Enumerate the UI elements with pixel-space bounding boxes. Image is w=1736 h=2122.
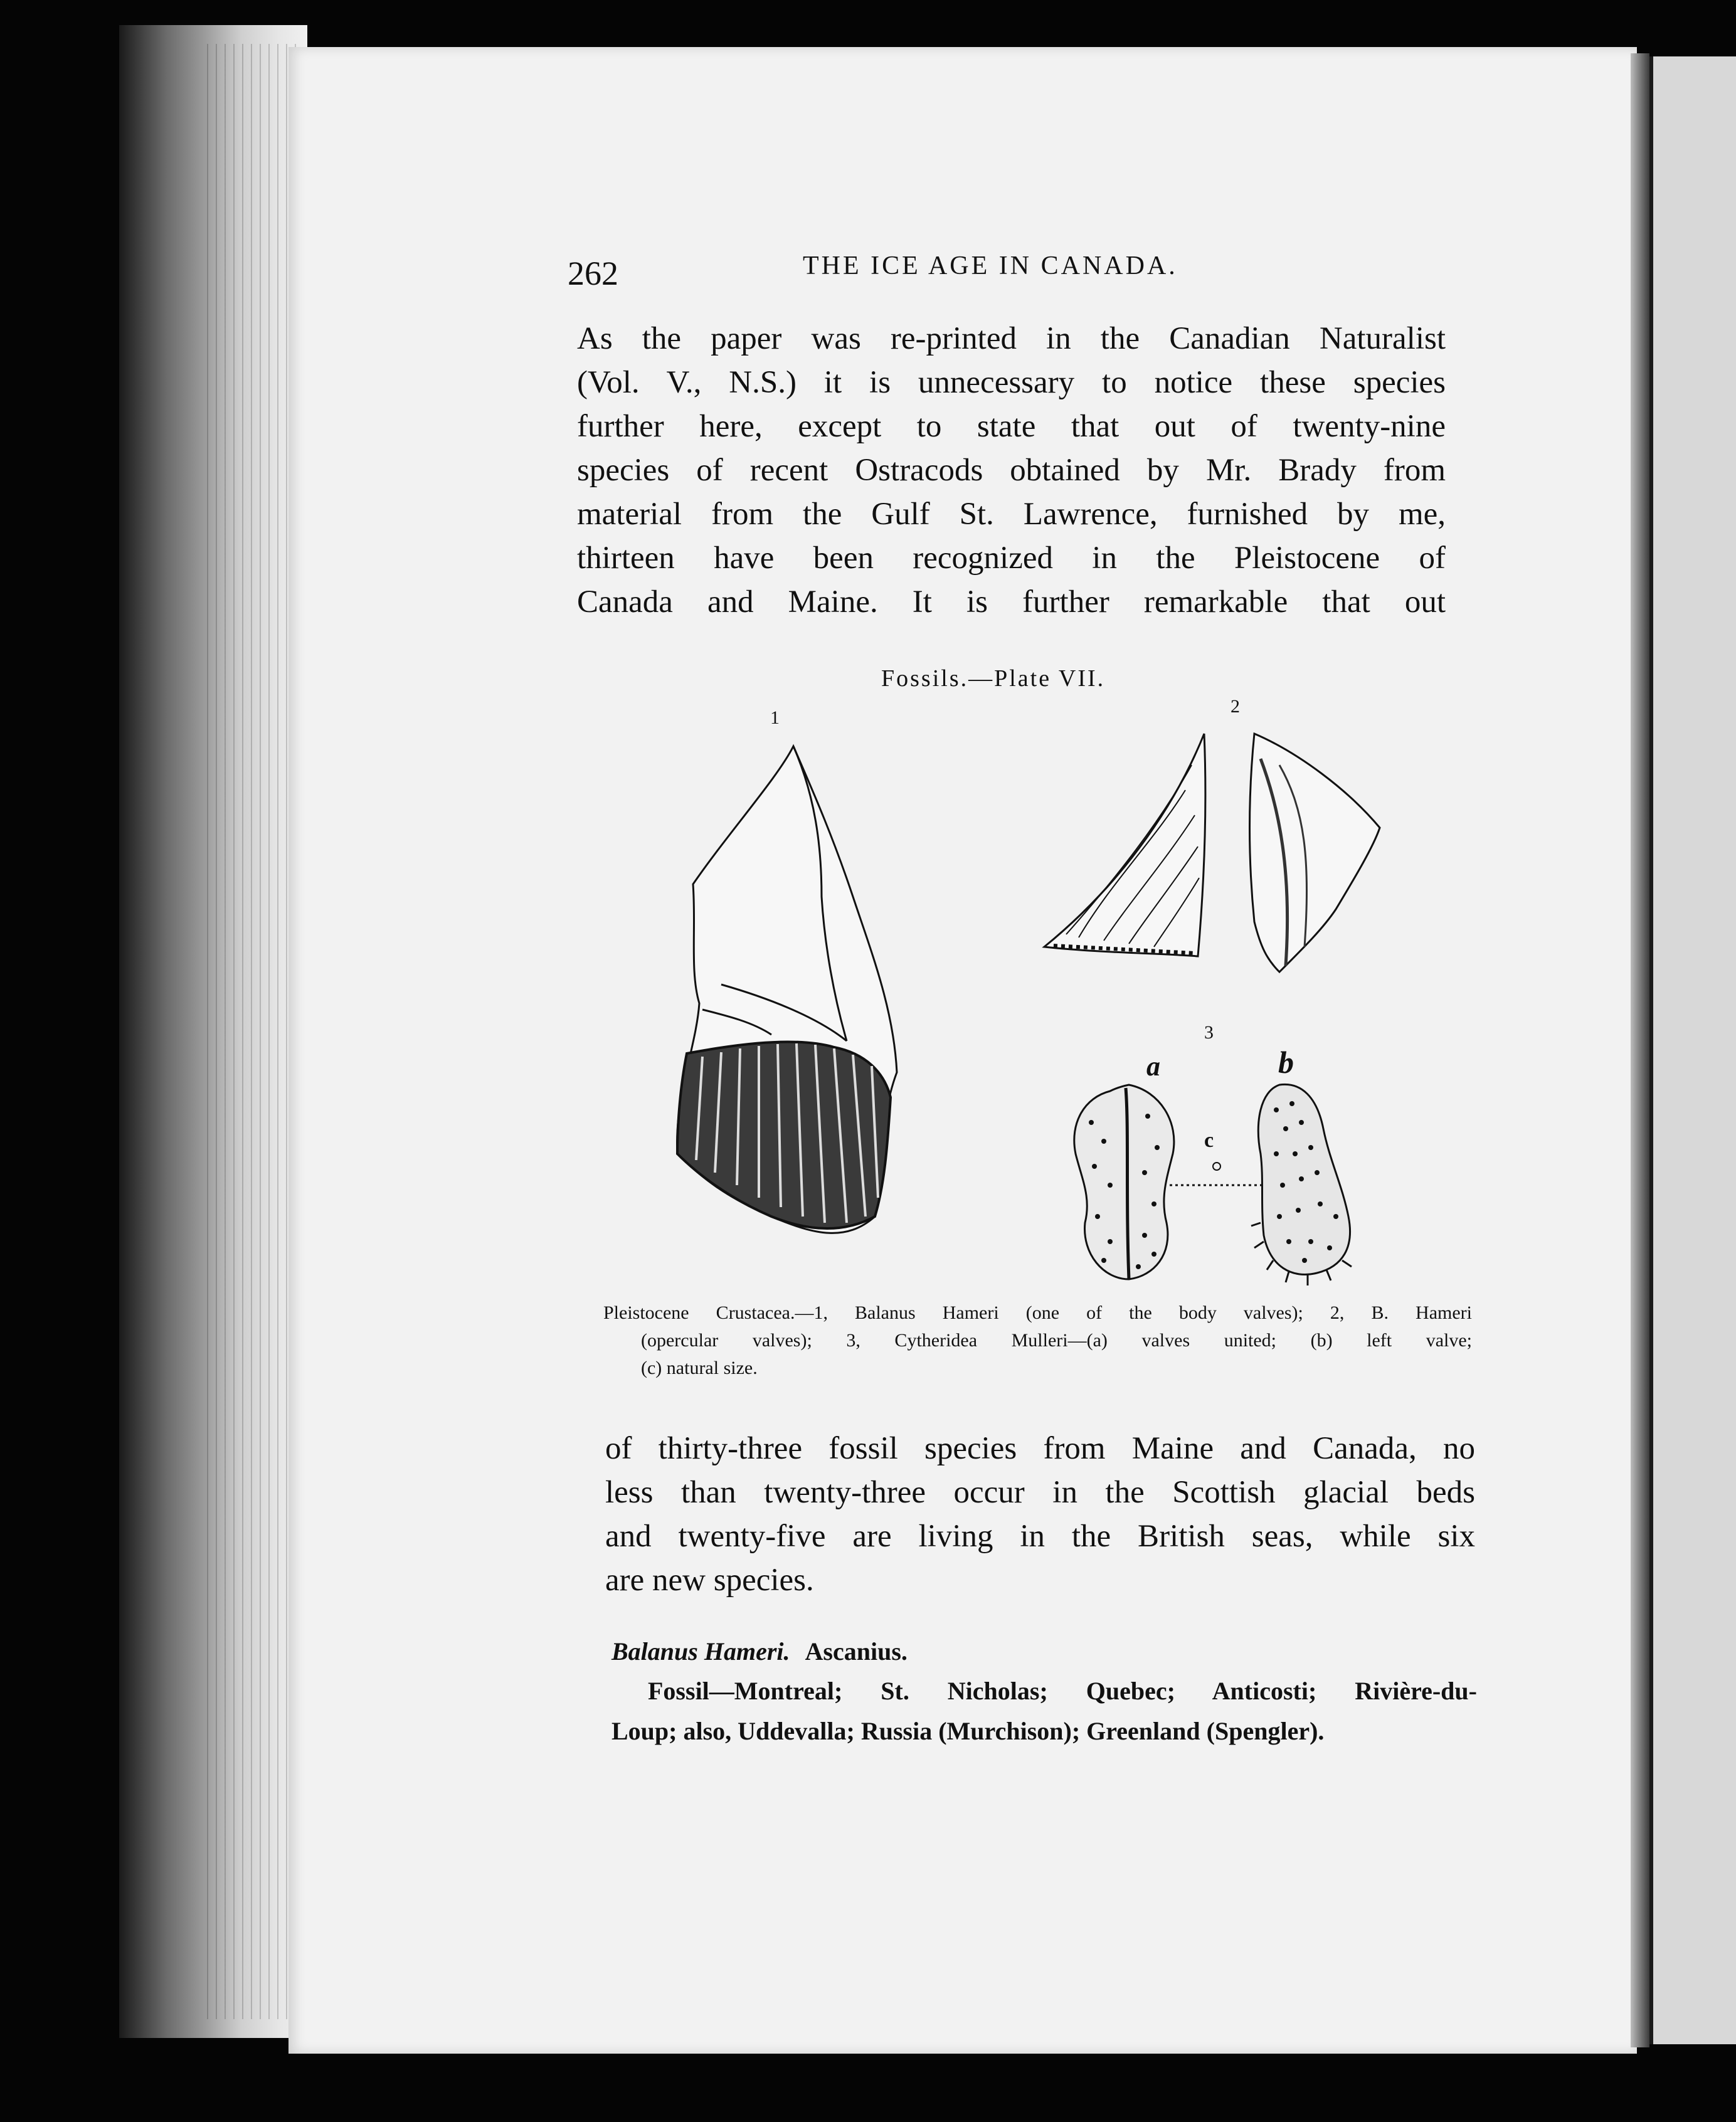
caption-line: Pleistocene Crustacea.—1, Balanus Hameri (one of the body valves); 2, B. Hameri xyxy=(603,1302,1472,1323)
facing-page-edge xyxy=(1649,56,1736,2044)
balanus-ribbed-lower-part xyxy=(677,1042,891,1228)
paragraph-1 xyxy=(577,317,1446,624)
figure-label-c: c xyxy=(1204,1129,1214,1152)
natural-size-marker xyxy=(1170,1163,1267,1185)
paragraph-1-line: thirteen have been recognized in the Pleistocene of xyxy=(577,541,1446,576)
cytheridea-valves-united-drawing xyxy=(1074,1085,1174,1279)
figure-caption xyxy=(603,1299,1472,1382)
locality-line: Loup; also, Uddevalla; Russia (Murchison); Greenland (Spengler). xyxy=(611,1717,1325,1745)
figure-label-b: b xyxy=(1278,1045,1294,1080)
species-heading xyxy=(611,1637,908,1666)
page-stack-lines xyxy=(207,44,301,2019)
gutter-shadow xyxy=(1631,53,1649,2047)
figure-label-1: 1 xyxy=(770,707,780,728)
locality-line: Fossil—Montreal; St. Nicholas; Quebec; Anticosti; Rivière-du- xyxy=(648,1677,1477,1705)
species-locality xyxy=(611,1671,1477,1751)
cytheridea-left-valve-drawing xyxy=(1251,1084,1352,1285)
opercular-valve-left-drawing xyxy=(1044,734,1205,956)
paragraph-1-line: further here, except to state that out of twenty-nine xyxy=(577,409,1446,444)
paragraph-2-line: and twenty-five are living in the British seas, while six xyxy=(605,1519,1475,1554)
caption-line: (c) natural size. xyxy=(641,1358,758,1378)
paragraph-1-line: (Vol. V., N.S.) it is unnecessary to notice these species xyxy=(577,365,1446,400)
figure-label-3: 3 xyxy=(1204,1022,1214,1043)
fossil-plate-illustration xyxy=(627,721,1405,1298)
page-number: 262 xyxy=(568,255,618,292)
paragraph-1-line: species of recent Ostracods obtained by Mr. Brady from xyxy=(577,453,1446,488)
paragraph-2 xyxy=(605,1427,1475,1602)
paragraph-2-line: less than twenty-three occur in the Scottish glacial beds xyxy=(605,1475,1475,1510)
paragraph-1-line: Canada and Maine. It is further remarkable that out xyxy=(577,584,1446,620)
species-authority: Ascanius. xyxy=(805,1637,908,1665)
figure-label-a: a xyxy=(1146,1051,1160,1082)
opercular-valve-right-drawing xyxy=(1250,734,1380,972)
paragraph-1-line: As the paper was re-printed in the Canadian Naturalist xyxy=(577,321,1446,356)
plate-title: Fossils.—Plate VII. xyxy=(881,665,1106,692)
paragraph-2-line: of thirty-three fossil species from Maine and Canada, no xyxy=(605,1431,1475,1466)
running-head: THE ICE AGE IN CANADA. xyxy=(803,251,1178,280)
paragraph-2-line: are new species. xyxy=(605,1563,814,1598)
caption-line: (opercular valves); 3, Cytheridea Mulleri—(a) valves united; (b) left valve; xyxy=(641,1330,1472,1351)
figure-label-2: 2 xyxy=(1231,696,1240,717)
paragraph-1-line: material from the Gulf St. Lawrence, furnished by me, xyxy=(577,497,1446,532)
species-name: Balanus Hameri. xyxy=(611,1637,790,1665)
